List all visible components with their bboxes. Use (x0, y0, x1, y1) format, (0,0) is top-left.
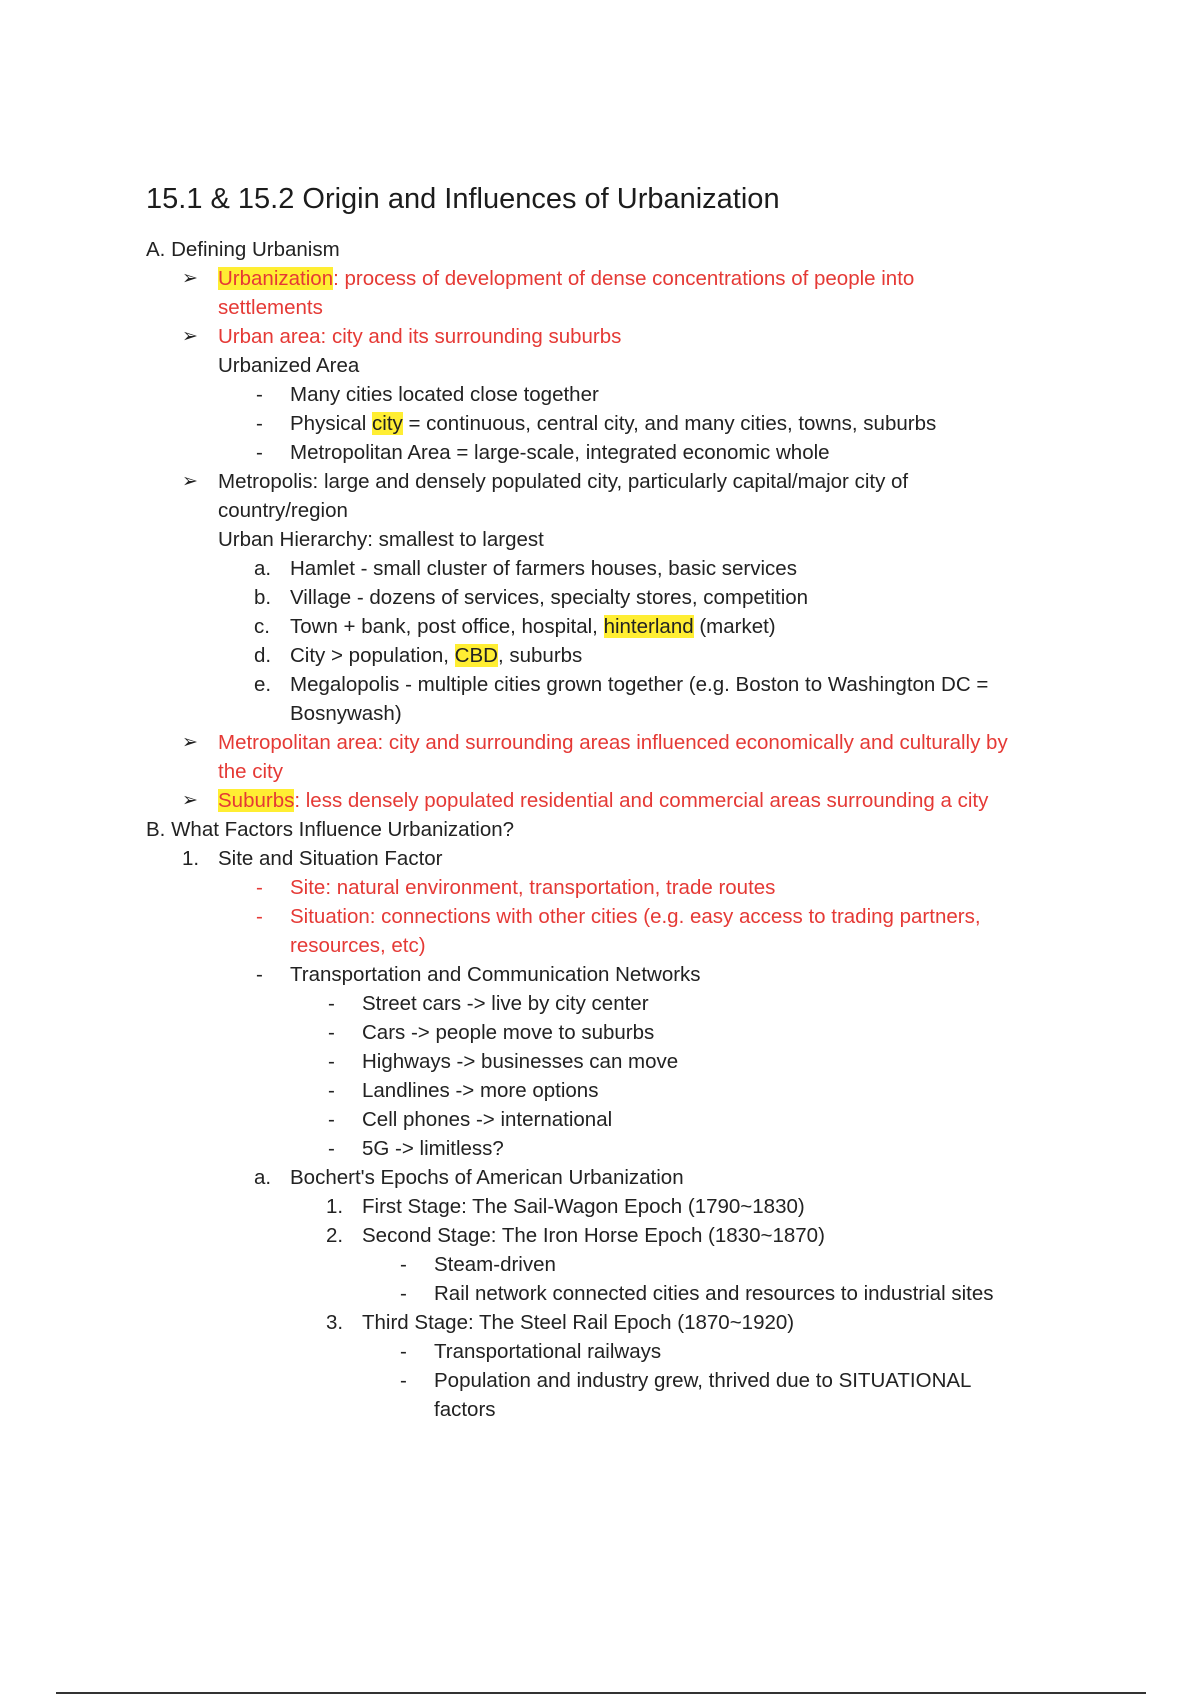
dash-bullet-icon: - (328, 1021, 335, 1044)
list-number: 3. (326, 1311, 344, 1334)
list-letter: a. (254, 1166, 272, 1189)
epochs-heading: Bochert's Epochs of American Urbanization (290, 1166, 684, 1189)
list-letter: c. (254, 615, 270, 638)
list-item: Village - dozens of services, specialty stores, competition (290, 586, 809, 609)
metropolitan-area-continued: the city (218, 760, 283, 783)
highlighted-city: city (372, 412, 403, 435)
networks-heading: Transportation and Communication Networks (290, 963, 701, 986)
list-number: 2. (326, 1224, 344, 1247)
suburbs-definition (218, 786, 988, 815)
list-item-continued: factors (434, 1398, 496, 1421)
arrow-bullet-icon: ➢ (182, 732, 198, 753)
urban-hierarchy-heading: Urban Hierarchy: smallest to largest (218, 528, 544, 551)
dash-bullet-icon: - (400, 1340, 407, 1363)
list-item: Landlines -> more options (362, 1079, 599, 1102)
dash-bullet-icon: - (256, 383, 263, 406)
list-item: First Stage: The Sail-Wagon Epoch (1790~1830) (362, 1195, 805, 1218)
dash-bullet-icon: - (256, 876, 263, 899)
section-b-heading: B. What Factors Influence Urbanization? (146, 818, 515, 841)
dash-bullet-icon: - (256, 963, 263, 986)
list-number: 1. (326, 1195, 344, 1218)
metropolitan-area-definition: Metropolitan area: city and surrounding areas influenced economically and culturally by (218, 731, 1008, 754)
dash-bullet-icon: - (256, 412, 263, 435)
list-item: Steam-driven (434, 1253, 556, 1276)
list-item: Megalopolis - multiple cities grown together (e.g. Boston to Washington DC = (290, 673, 989, 696)
list-item: Second Stage: The Iron Horse Epoch (1830~1870) (362, 1224, 825, 1247)
suburbs-term: Suburbs (218, 789, 295, 812)
urban-area-definition: Urban area: city and its surrounding suburbs (218, 325, 622, 348)
dash-bullet-icon: - (400, 1369, 407, 1392)
urbanization-def-text: : process of development of dense concentrations of people into (333, 267, 915, 290)
suburbs-def-text: : less densely populated residential and commercial areas surrounding a city (294, 789, 989, 812)
list-item-text: Physical (290, 412, 373, 435)
list-item-text: City > population, (290, 644, 455, 667)
list-item-text: (market) (693, 615, 776, 638)
dash-bullet-icon: - (256, 905, 263, 928)
list-item: Hamlet - small cluster of farmers houses, basic services (290, 557, 797, 580)
arrow-bullet-icon: ➢ (182, 471, 198, 492)
list-item: 5G -> limitless? (362, 1137, 504, 1160)
arrow-bullet-icon: ➢ (182, 790, 198, 811)
factor-heading: Site and Situation Factor (218, 847, 443, 870)
situation-continued: resources, etc) (290, 934, 426, 957)
situation-definition: Situation: connections with other cities (e.g. easy access to trading partners, (290, 905, 981, 928)
arrow-bullet-icon: ➢ (182, 326, 198, 347)
list-item: Cars -> people move to suburbs (362, 1021, 655, 1044)
list-letter: d. (254, 644, 272, 667)
list-letter: a. (254, 557, 272, 580)
site-definition: Site: natural environment, transportation, trade routes (290, 876, 776, 899)
page-title: 15.1 & 15.2 Origin and Influences of Urbanization (146, 183, 780, 215)
dash-bullet-icon: - (400, 1253, 407, 1276)
highlighted-hinterland: hinterland (603, 615, 694, 638)
list-item: Transportational railways (434, 1340, 662, 1363)
urbanized-area-heading: Urbanized Area (218, 354, 360, 377)
list-item: Metropolitan Area = large-scale, integrated economic whole (290, 441, 830, 464)
list-item: Many cities located close together (290, 383, 599, 406)
dash-bullet-icon: - (328, 1137, 335, 1160)
arrow-bullet-icon: ➢ (182, 268, 198, 289)
list-item-text: , suburbs (497, 644, 583, 667)
list-item: Population and industry grew, thrived due to SITUATIONAL (434, 1369, 972, 1392)
dash-bullet-icon: - (400, 1282, 407, 1305)
list-item: Rail network connected cities and resources to industrial sites (434, 1282, 994, 1305)
dash-bullet-icon: - (328, 1108, 335, 1131)
dash-bullet-icon: - (328, 1050, 335, 1073)
list-item-continued: Bosnywash) (290, 702, 402, 725)
list-item: Street cars -> live by city center (362, 992, 649, 1015)
list-letter: e. (254, 673, 272, 696)
urbanization-def-continued: settlements (218, 296, 323, 319)
urbanization-definition (218, 264, 914, 293)
list-item (290, 641, 582, 670)
list-item: Highways -> businesses can move (362, 1050, 679, 1073)
section-a-heading: A. Defining Urbanism (146, 238, 340, 261)
list-letter: b. (254, 586, 272, 609)
dash-bullet-icon: - (328, 992, 335, 1015)
list-number: 1. (182, 847, 200, 870)
list-item (290, 612, 776, 641)
urbanization-term: Urbanization (218, 267, 334, 290)
metropolis-definition: Metropolis: large and densely populated city, particularly capital/major city of (218, 470, 909, 493)
list-item: Cell phones -> international (362, 1108, 613, 1131)
dash-bullet-icon: - (256, 441, 263, 464)
page-divider (56, 1692, 1146, 1694)
highlighted-cbd: CBD (454, 644, 498, 667)
list-item (290, 409, 936, 438)
list-item-text: = continuous, central city, and many cities, towns, suburbs (402, 412, 937, 435)
list-item-text: Town + bank, post office, hospital, (290, 615, 604, 638)
dash-bullet-icon: - (328, 1079, 335, 1102)
list-item: Third Stage: The Steel Rail Epoch (1870~1920) (362, 1311, 795, 1334)
metropolis-def-continued: country/region (218, 499, 348, 522)
